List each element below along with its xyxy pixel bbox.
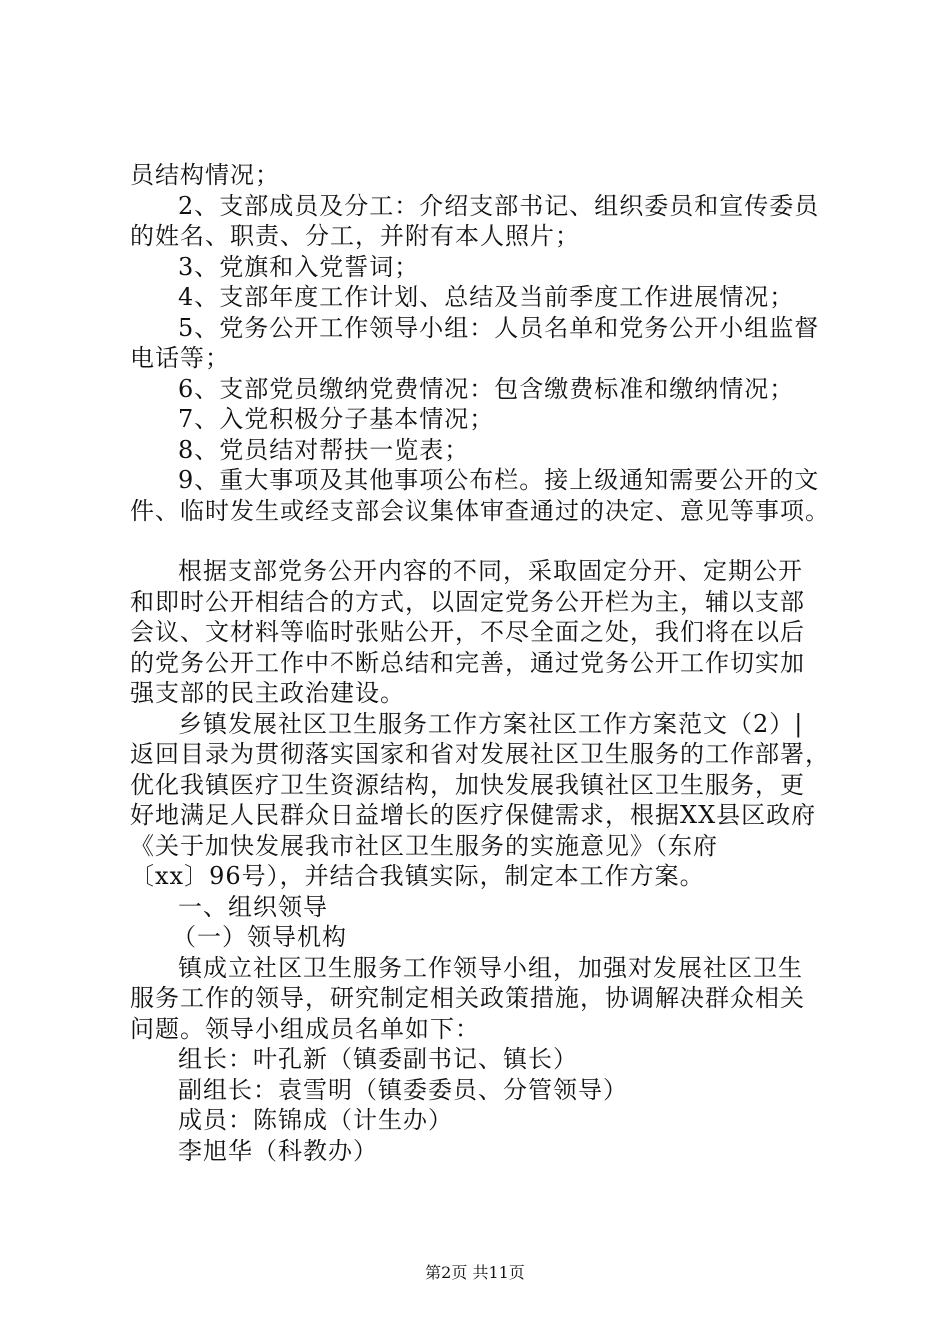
paragraph-gap bbox=[130, 526, 840, 556]
page-number: 第2页 共11页 bbox=[425, 1263, 525, 1282]
text-line: 员结构情况； bbox=[130, 161, 280, 189]
member-leader: 组长：叶孔新（镇委副书记、镇长） bbox=[178, 1045, 578, 1073]
paragraph-line: 优化我镇医疗卫生资源结构，加快发展我镇社区卫生服务，更 bbox=[130, 770, 805, 799]
section-title-line: 乡镇发展社区卫生服务工作方案社区工作方案范文（2）| bbox=[178, 709, 804, 738]
list-item-2: 2、支部成员及分工：介绍支部书记、组织委员和宣传委员 bbox=[178, 191, 820, 220]
paragraph-line: 《关于加快发展我市社区卫生服务的实施意见》（东府 bbox=[130, 831, 718, 860]
member-deputy-leader: 副组长：袁雪明（镇委委员、分管领导） bbox=[178, 1075, 628, 1104]
paragraph-line: 服务工作的领导，研究制定相关政策措施，协调解决群众相关 bbox=[130, 984, 805, 1012]
paragraph-line: 镇成立社区卫生服务工作领导小组，加强对发展社区卫生 bbox=[178, 953, 803, 982]
paragraph-line: 〔xx〕96号），并结合我镇实际，制定本工作方案。 bbox=[130, 862, 705, 890]
list-item-3: 3、党旗和入党誓词； bbox=[178, 252, 420, 281]
member-line: 成员：陈锦成（计生办） bbox=[178, 1106, 453, 1134]
subheading-leadership: （一）领导机构 bbox=[172, 923, 347, 951]
paragraph-line: 根据支部党务公开内容的不同，采取固定分开、定期公开 bbox=[178, 557, 803, 585]
paragraph-line: 和即时公开相结合的方式，以固定党务公开栏为主，辅以支部 bbox=[130, 587, 805, 616]
paragraph-line: 返回目录为贯彻落实国家和省对发展社区卫生服务的工作部署， bbox=[130, 740, 830, 768]
member-line: 李旭华（科教办） bbox=[178, 1136, 378, 1165]
paragraph-line: 问题。领导小组成员名单如下： bbox=[130, 1014, 480, 1043]
document-body bbox=[130, 160, 840, 1166]
paragraph-line: 强支部的民主政治建设。 bbox=[130, 679, 405, 707]
list-item-4: 4、支部年度工作计划、总结及当前季度工作进展情况； bbox=[178, 283, 795, 311]
list-item-6: 6、支部党员缴纳党费情况：包含缴费标准和缴纳情况； bbox=[178, 374, 795, 403]
paragraph-line: 会议、文材料等临时张贴公开，不尽全面之处，我们将在以后 bbox=[130, 618, 805, 646]
list-item-5: 5、党务公开工作领导小组：人员名单和党务公开小组监督 bbox=[178, 313, 820, 342]
paragraph-line: 的党务公开工作中不断总结和完善，通过党务公开工作切实加 bbox=[130, 648, 805, 677]
list-item-8: 8、党员结对帮扶一览表； bbox=[178, 435, 470, 464]
list-item-7: 7、入党积极分子基本情况； bbox=[178, 405, 495, 433]
list-item-9: 9、重大事项及其他事项公布栏。接上级通知需要公开的文 bbox=[178, 466, 820, 494]
text-line: 电话等； bbox=[130, 344, 230, 372]
text-line: 件、临时发生或经支部会议集体审查通过的决定、意见等事项。 bbox=[130, 496, 830, 525]
text-line: 的姓名、职责、分工，并附有本人照片； bbox=[130, 222, 580, 250]
paragraph-line: 好地满足人民群众日益增长的医疗保健需求，根据XX县区政府 bbox=[130, 801, 817, 829]
heading-organization: 一、组织领导 bbox=[178, 892, 328, 921]
